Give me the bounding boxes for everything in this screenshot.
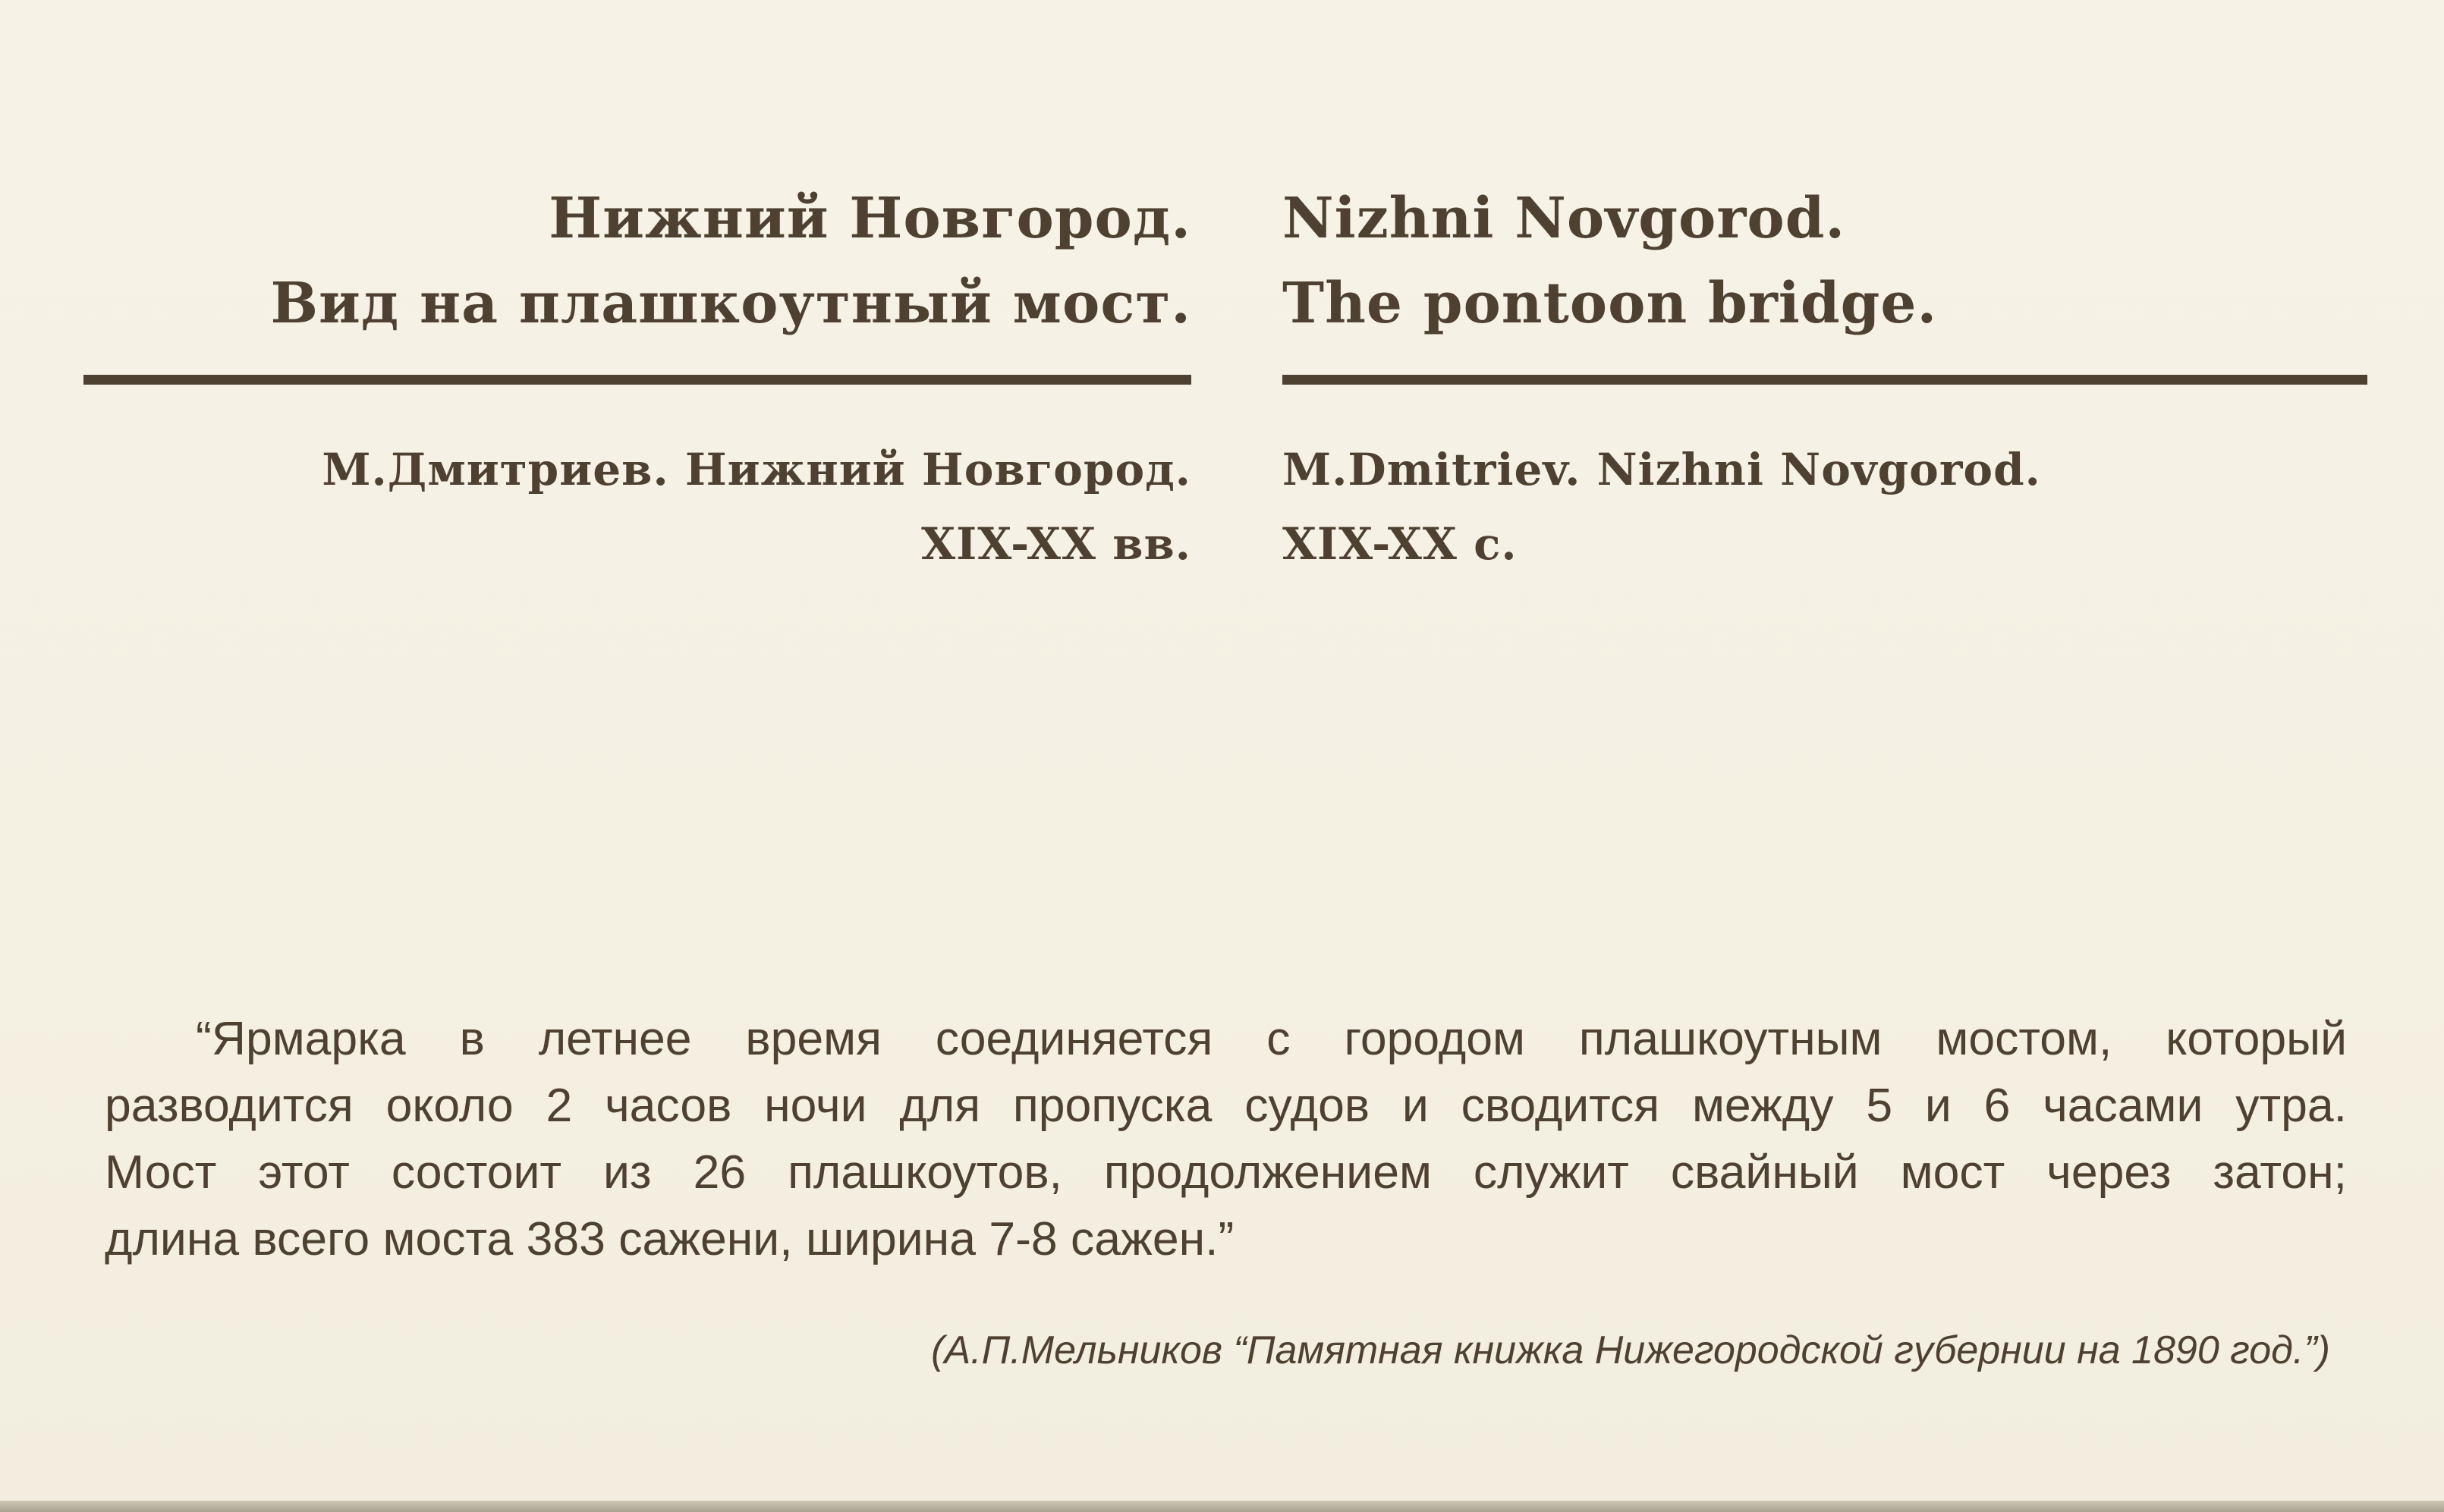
card-bottom-edge xyxy=(0,1501,2444,1512)
english-title-line-1: Nizhni Novgorod. xyxy=(1282,186,1846,251)
russian-credit-line-2: XIX-XX вв. xyxy=(921,518,1191,570)
quote-source: (А.П.Мельников “Памятная книжка Нижегородской губернии на 1890 год.”) xyxy=(931,1328,2330,1372)
english-credit xyxy=(1282,432,2375,581)
quote-paragraph xyxy=(105,1005,2347,1272)
quote-line-2: разводится около 2 часов ночи для пропуска судов и сводится между 5 и 6 часами утра. xyxy=(105,1079,2347,1132)
russian-title-line-1: Нижний Новгород. xyxy=(549,186,1191,251)
russian-title xyxy=(83,176,1191,346)
russian-credit-line-1: М.Дмитриев. Нижний Новгород. xyxy=(322,444,1191,495)
english-credit-line-2: XIX-XX c. xyxy=(1282,518,1518,570)
quote-line-1: “Ярмарка в летнее время соединяется с городом плашкоутным мостом, который xyxy=(196,1012,2347,1065)
quote-line-4: длина всего моста 383 сажени, ширина 7-8 сажен.” xyxy=(105,1212,1235,1265)
english-title xyxy=(1282,176,2375,346)
english-title-line-2: The pontoon bridge. xyxy=(1282,271,1938,336)
russian-title-line-2: Вид на плашкоутный мост. xyxy=(270,271,1191,336)
russian-divider xyxy=(83,375,1191,385)
quote-line-3: Мост этот состоит из 26 плашкоутов, продолжением служит свайный мост через затон; xyxy=(105,1146,2347,1199)
english-divider xyxy=(1282,375,2367,385)
english-credit-line-1: M.Dmitriev. Nizhni Novgorod. xyxy=(1282,444,2041,495)
russian-credit xyxy=(83,432,1191,581)
